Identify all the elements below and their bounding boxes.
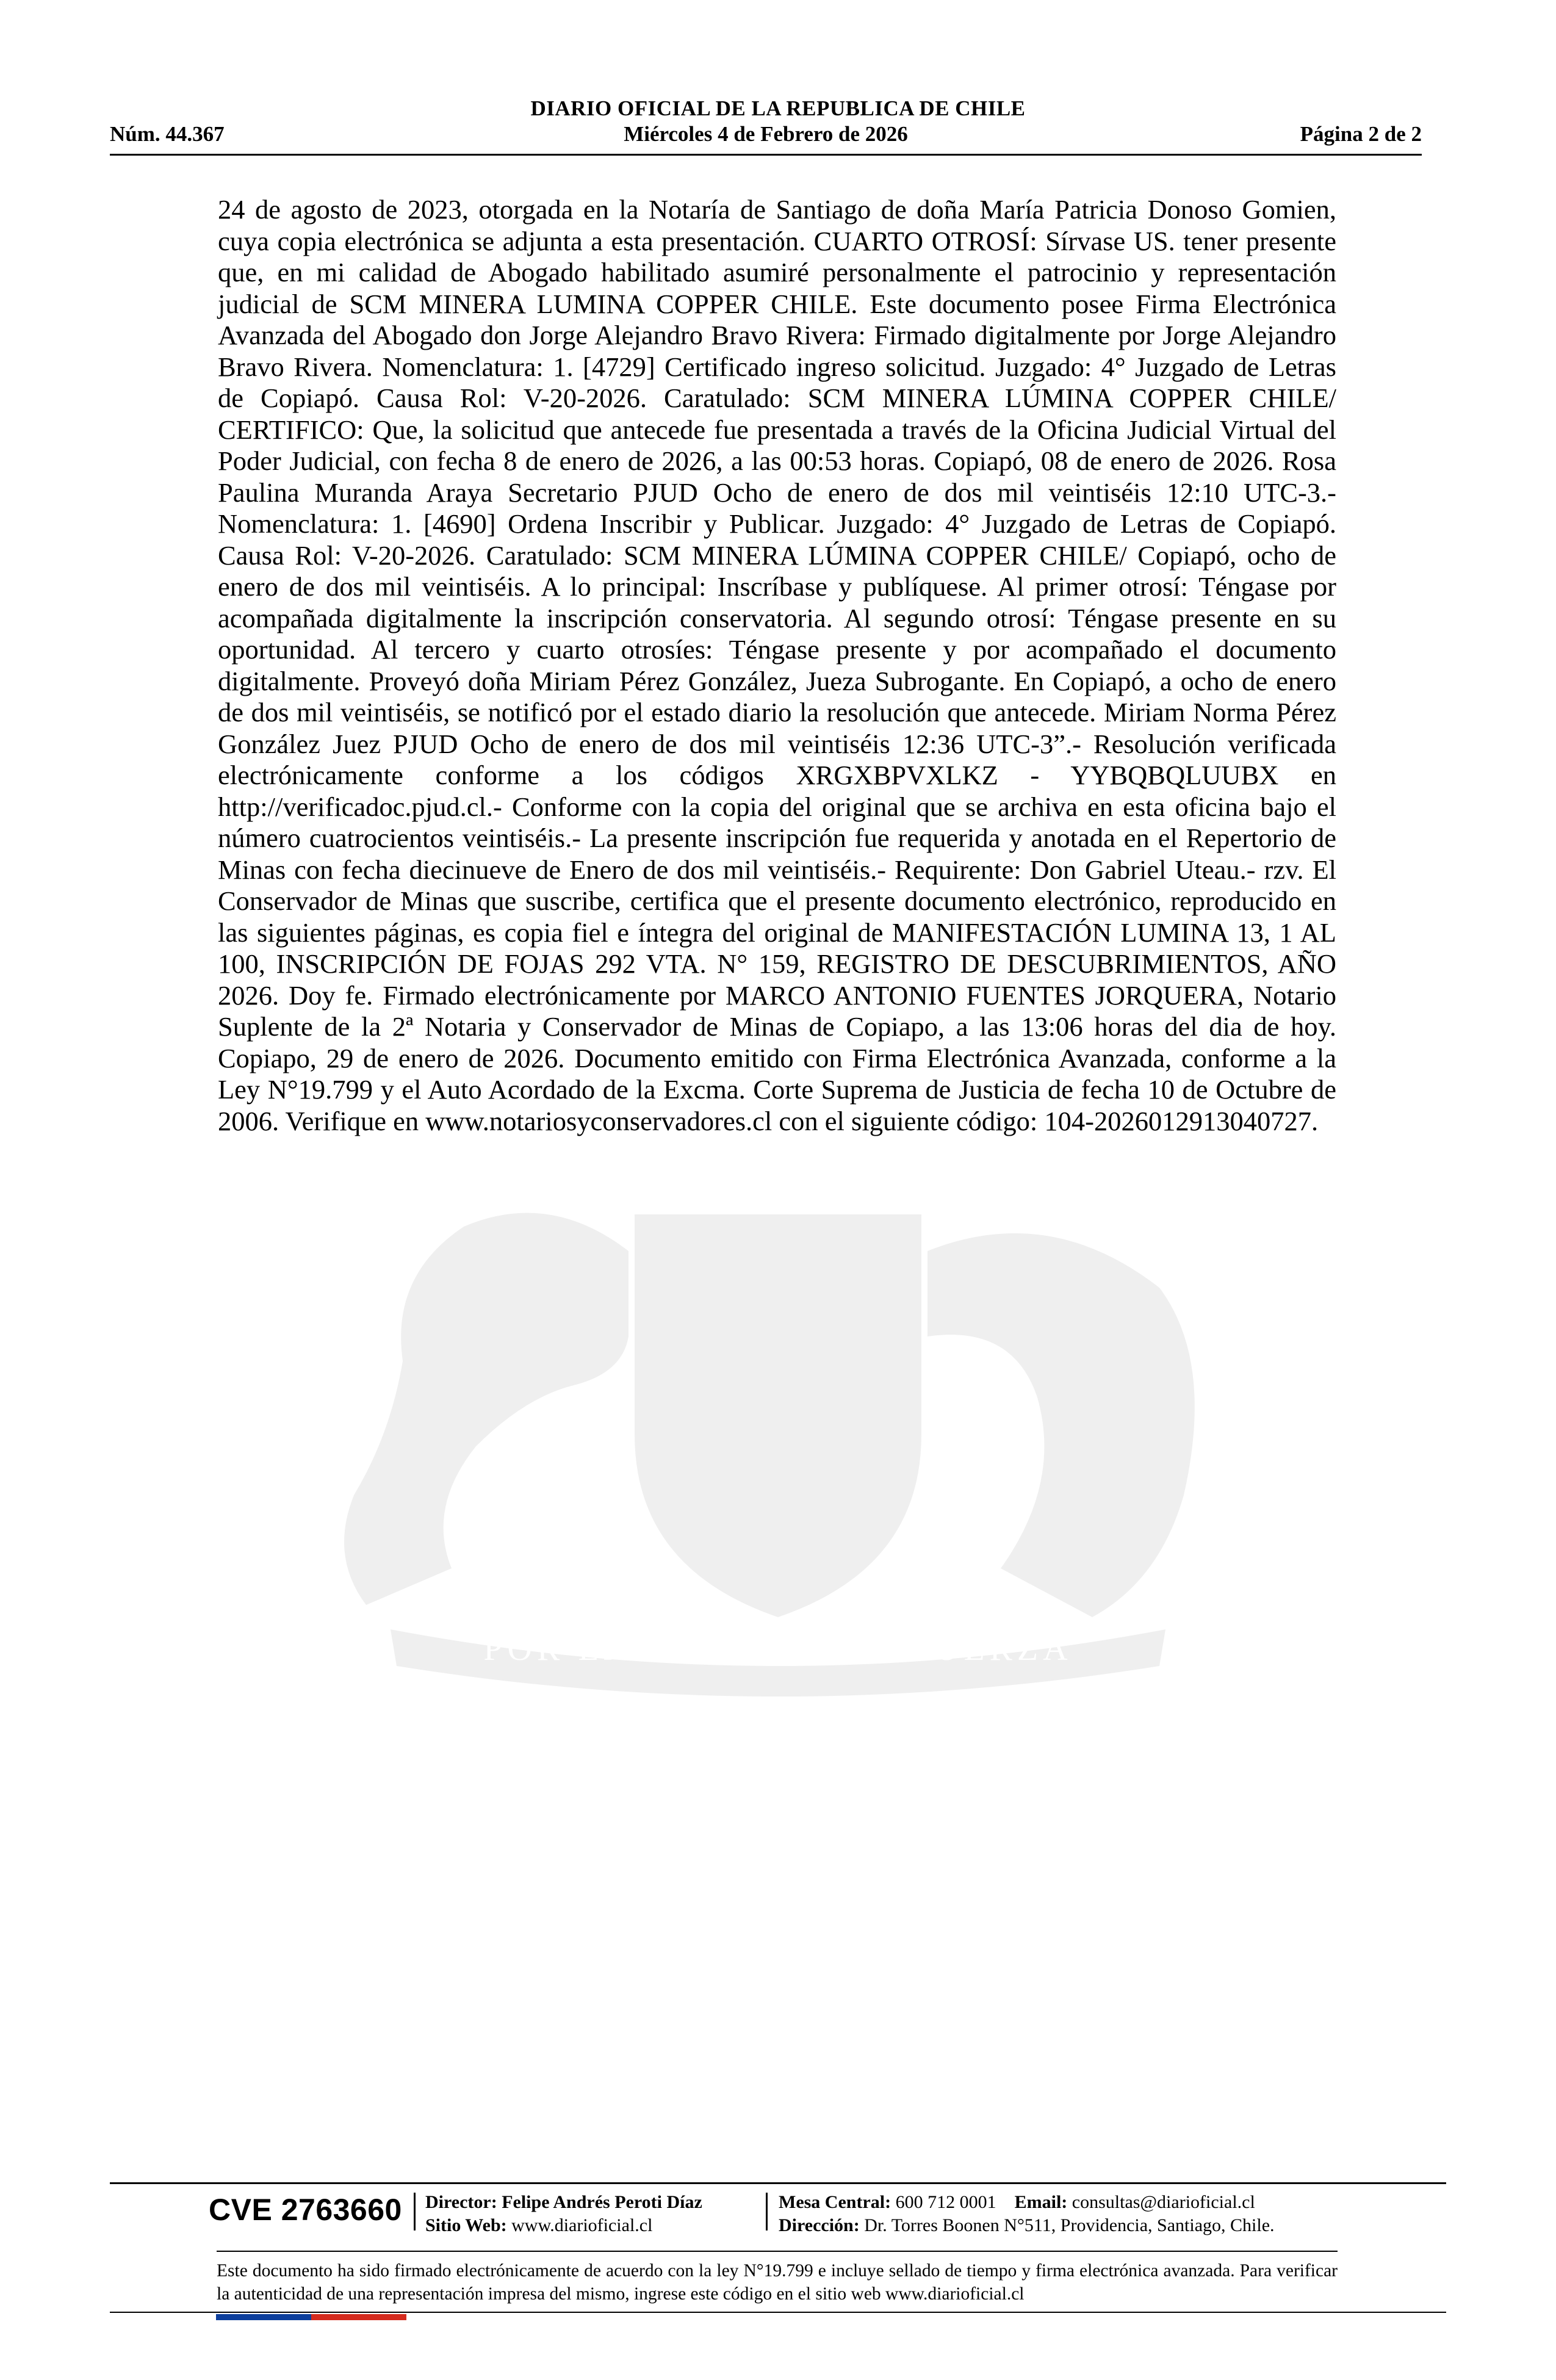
document-body: 24 de agosto de 2023, otorgada en la Notaría de Santiago de doña María Patricia Donoso Gomien, cuya copia electrónica se adjunta a esta presentación. CUARTO OTROSÍ: Sírvase US. tener presente que, en mi calidad de Abogado habilitado asumiré personalmente el patrocinio y representación judicial de SCM MINERA LUMINA COPPER CHILE. Este documento posee Firma Electrónica Avanzada del Abogado don Jorge Alejandro Bravo Rivera: Firmado digitalmente por Jorge Alejandro Bravo Rivera. Nomenclatura: 1. [4729] Certificado ingreso solicitud. Juzgado: 4° Juzgado de Letras de Copiapó. Causa Rol: V-20-2026. Caratulado: SCM MINERA LÚMINA COPPER CHILE/ CERTIFICO: Que, la solicitud que antecede fue presentada a través de la Oficina Judicial Virtual del Poder Judicial, con fecha 8 de enero de 2026, a las 00:53 horas. Copiapó, 08 de enero de 2026. Rosa Paulina Muranda Araya Secretario PJUD Ocho de enero de dos mil veintiséis 12:10 UTC-3.- Nomenclatura: 1. [4690] Ordena Inscribir y Publicar. Juzgado: 4° Juzgado de Letras de Copiapó. Causa Rol: V-20-2026. Caratulado: SCM MINERA LÚMINA COPPER CHILE/ Copiapó, ocho de enero de dos mil veintiséis. A lo principal: Inscríbase y publíquese. Al primer otrosí: Téngase por acompañada digitalmente la inscripción conservatoria. Al segundo otrosí: Téngase presente en su oportunidad. Al tercero y cuarto otrosíes: Téngase presente y por acompañado el documento digitalmente. Proveyó doña Miriam Pérez González, Jueza Subrogante. En Copiapó, a ocho de enero de dos mil veintiséis, se notificó por el estado diario la resolución que antecede. Miriam Norma Pérez González Juez PJUD Ocho de enero de dos mil veintiséis 12:36 UTC-3”.- Resolución verificada electrónicamente conforme a los códigos XRGXBPVXLKZ - YYBQBQLUUBX en http://verificadoc.pjud.cl.- Conforme con la copia del original que se archiva en esta oficina bajo el número cuatrocientos veintiséis.- La presente inscripción fue requerida y anotada en el Repertorio de Minas con fecha diecinueve de Enero de dos mil veintiséis.- Requirente: Don Gabriel Uteau.- rzv. El Conservador de Minas que suscribe, certifica que el presente documento electrónico, reproducido en las siguientes páginas, es copia fiel e íntegra del original de MANIFESTACIÓN LUMINA 13, 1 AL 100, INSCRIPCIÓN DE FOJAS 292 VTA. N° 159, REGISTRO DE DESCUBRIMIENTOS, AÑO 2026. Doy fe. Firmado electrónicamente por MARCO ANTONIO FUENTES JORQUERA, Notario Suplente de la 2ª Notaria y Conservador de Minas de Copiapo, a las 13:06 horas del dia de hoy. Copiapo, 29 de enero de 2026. Documento emitido con Firma Electrónica Avanzada, conforme a la Ley N°19.799 y el Auto Acordado de la Excma. Corte Suprema de Justicia de fecha 10 de Octubre de 2006. Verifique en www.notariosyconservadores.cl con el siguiente código: 104-2026012913040727. (218, 194, 1336, 1136)
director-label: Director: (425, 2192, 497, 2212)
email-link[interactable]: consultas@diarioficial.cl (1072, 2192, 1255, 2212)
flag-color-bar (216, 2314, 406, 2320)
newspaper-title: DIARIO OFICIAL DE LA REPUBLICA DE CHILE (530, 96, 1026, 120)
header-row (110, 122, 1422, 149)
footer-middle-divider (217, 2251, 1338, 2252)
coat-of-arms-watermark (207, 1178, 1349, 1715)
flag-blue-stripe (216, 2314, 311, 2320)
page-indicator: Página 2 de 2 (1300, 122, 1422, 146)
issue-number: Núm. 44.367 (110, 122, 225, 146)
phone-label: Mesa Central: (779, 2192, 891, 2212)
footer-contact-block (779, 2191, 1275, 2237)
header-divider (110, 154, 1422, 156)
footer-bottom-divider (110, 2312, 1446, 2313)
issue-date: Miércoles 4 de Febrero de 2026 (624, 122, 908, 146)
email-label: Email: (1014, 2192, 1068, 2212)
flag-red-stripe (311, 2314, 406, 2320)
footer-separator (414, 2193, 416, 2230)
director-name: Felipe Andrés Peroti Díaz (502, 2192, 702, 2212)
website-link[interactable]: www.diarioficial.cl (511, 2215, 653, 2235)
footer-director-block (425, 2191, 702, 2237)
footer-separator (766, 2193, 768, 2230)
signature-notice: Este documento ha sido firmado electrónicamente de acuerdo con la ley N°19.799 e incluye sellado de tiempo y firma electrónica avanzada. Para verificar la autenticidad de una representación impresa del mismo, ingrese este código en el sitio web www.diarioficial.cl (217, 2261, 1338, 2304)
address-label: Dirección: (779, 2215, 860, 2235)
cve-code: CVE 2763660 (209, 2193, 402, 2227)
address-text: Dr. Torres Boonen N°511, Providencia, Santiago, Chile. (864, 2215, 1275, 2235)
watermark-motto: POR LA RAZON O LA FUERZA (483, 1630, 1073, 1668)
phone-number: 600 712 0001 (895, 2192, 996, 2212)
footer-top-divider (110, 2182, 1446, 2184)
website-label: Sitio Web: (425, 2215, 507, 2235)
